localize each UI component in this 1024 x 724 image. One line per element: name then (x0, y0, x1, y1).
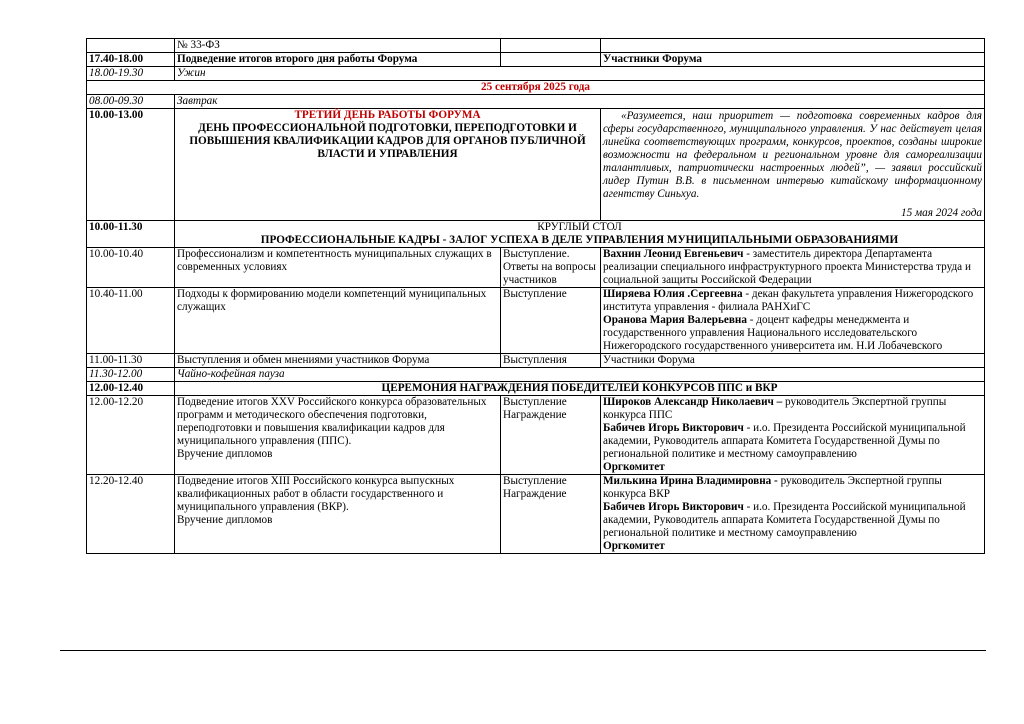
topic: Подходы к формированию модели компетенций муниципальных служащих (175, 288, 501, 354)
topic (175, 396, 501, 475)
event-title: Подведение итогов второго дня работы Форума (175, 53, 501, 67)
format-award: Награждение (503, 488, 567, 500)
topic-diplomas: Вручение дипломов (177, 448, 273, 460)
table-row (87, 382, 985, 396)
participants: Участники Форума (601, 53, 985, 67)
format: Выступления (501, 354, 601, 368)
speaker-name: Вахнин Леонид Евгеньевич (603, 248, 744, 260)
format: Выступление (501, 288, 601, 354)
table-row (87, 288, 985, 354)
format (501, 396, 601, 475)
speaker-name: Милькина Ирина Владимировна - (603, 475, 778, 487)
speaker-name: Бабичев Игорь Викторович (603, 422, 744, 434)
org-committee: Оргкомитет (603, 461, 665, 473)
table-row (87, 109, 985, 221)
putin-quote: «Разумеется, наш приоритет — подготовка современных кадров для сферы государственного, муниципального управления. У нас действует целая линейка соответствующих программ, конкурсов, проектов, созданы широкие возможности на федеральном и региональном уровне для самореализации талантливых, патриотически настроенных людей”, — заявил российский лидер Путин В.В. в письменном интервью китайскому информационному агентству Синьхуа. (603, 110, 982, 200)
day-heading-cell (175, 109, 601, 221)
time-cell: 12.20-12.40 (87, 475, 175, 554)
speaker-role: руководитель Экспертной группы конкурса ВКР (603, 475, 942, 500)
day-subheading: ДЕНЬ ПРОФЕССИОНАЛЬНОЙ ПОДГОТОВКИ, ПЕРЕПОДГОТОВКИ И ПОВЫШЕНИЯ КВАЛИФИКАЦИИ КАДРОВ ДЛЯ ОРГАНОВ ПУБЛИЧНОЙ ВЛАСТИ И УПРАВЛЕНИЯ (189, 122, 586, 160)
speaker-name: Оранова Мария Валерьевна (603, 314, 747, 326)
time-cell (87, 39, 175, 53)
topic-text: Подведение итогов XXV Российского конкурса образовательных программ и методического обеспечения подготовки, переподготовки и повышения квалификации кадров для муниципального управления (ППС). (177, 396, 487, 447)
event-title: Ужин (175, 67, 985, 81)
topic: Выступления и обмен мнениями участников Форума (175, 354, 501, 368)
time-cell: 12.00-12.20 (87, 396, 175, 475)
format-speech: Выступление (503, 475, 567, 487)
table-row (87, 39, 985, 53)
topic (175, 475, 501, 554)
org-committee: Оргкомитет (603, 540, 665, 552)
format (501, 475, 601, 554)
time-cell: 12.00-12.40 (87, 382, 175, 396)
time-cell: 17.40-18.00 (87, 53, 175, 67)
quote-date: 15 мая 2024 года (901, 207, 982, 219)
speaker-role: - доцент кафедры менеджмента и государственного управления Национального исследовательского Нижегородского государственного университета им. Н.И Лобачевского (603, 314, 943, 352)
topic: Профессионализм и компетентность муниципальных служащих в современных условиях (175, 248, 501, 288)
round-table-heading (175, 221, 985, 248)
speaker-role: руководитель Экспертной группы конкурса ППС (603, 396, 947, 421)
day-heading: ТРЕТИЙ ДЕНЬ РАБОТЫ ФОРУМА (294, 109, 481, 121)
speaker-role: - и.о. Президента Российской муниципальной академии, Руководитель аппарата Комитета Государственной Думы по региональной политике и местному самоуправлению (603, 422, 966, 460)
time-cell: 10.40-11.00 (87, 288, 175, 354)
page-bottom-rule (60, 650, 986, 651)
format-award: Награждение (503, 409, 567, 421)
time-cell: 10.00-11.30 (87, 221, 175, 248)
speakers (601, 475, 985, 554)
table-row (87, 67, 985, 81)
table-row (87, 475, 985, 554)
time-cell: 18.00-19.30 (87, 67, 175, 81)
table-row (87, 95, 985, 109)
event-title: Чайно-кофейная пауза (175, 368, 985, 382)
time-cell: 11.00-11.30 (87, 354, 175, 368)
speaker-role: - заместитель директора Департамента реализации специального инфраструктурного проекта Министерства труда и социальной защиты Российской Федерации (603, 248, 971, 286)
date-heading: 25 сентября 2025 года (87, 81, 985, 95)
law-ref: № 33-ФЗ (175, 39, 501, 53)
speaker-name: Широков Александр Николаевич – (603, 396, 783, 408)
time-cell: 10.00-13.00 (87, 109, 175, 221)
table-row (87, 221, 985, 248)
topic-text: Подведение итогов XIII Российского конкурса выпускных квалификационных работ в области государственного и муниципального управления (ВКР). (177, 475, 455, 513)
round-table-title: ПРОФЕССИОНАЛЬНЫЕ КАДРЫ - ЗАЛОГ УСПЕХА В ДЕЛЕ УПРАВЛЕНИЯ МУНИЦИПАЛЬНЫМИ ОБРАЗОВАНИЯМИ (260, 234, 899, 246)
forum-schedule-table (86, 38, 985, 554)
table-row (87, 396, 985, 475)
quote-cell (601, 109, 985, 221)
table-row (87, 354, 985, 368)
speaker-role: - декан факультета управления Нижегородского института управления - филиала РАНХиГС (603, 288, 974, 313)
speakers (601, 396, 985, 475)
table-row (87, 248, 985, 288)
speaker-name: Бабичев Игорь Викторович (603, 501, 744, 513)
speaker-role: - и.о. Президента Российской муниципальной академии, Руководитель аппарата Комитета Государственной Думы по региональной политике и местному самоуправлению (603, 501, 966, 539)
ceremony-title: ЦЕРЕМОНИЯ НАГРАЖДЕНИЯ ПОБЕДИТЕЛЕЙ КОНКУРСОВ ППС и ВКР (175, 382, 985, 396)
table-row (87, 53, 985, 67)
topic-diplomas: Вручение дипломов (177, 514, 273, 526)
table-row (87, 368, 985, 382)
format-speech: Выступление (503, 396, 567, 408)
time-cell: 08.00-09.30 (87, 95, 175, 109)
table-row (87, 81, 985, 95)
time-cell: 10.00-10.40 (87, 248, 175, 288)
round-table-label: КРУГЛЫЙ СТОЛ (537, 221, 622, 233)
time-cell: 11.30-12.00 (87, 368, 175, 382)
format: Выступление. Ответы на вопросы участников (501, 248, 601, 288)
speaker-name: Ширяева Юлия .Сергеевна (603, 288, 743, 300)
speakers: Участники Форума (601, 354, 985, 368)
speakers (601, 248, 985, 288)
speakers (601, 288, 985, 354)
event-title: Завтрак (175, 95, 985, 109)
